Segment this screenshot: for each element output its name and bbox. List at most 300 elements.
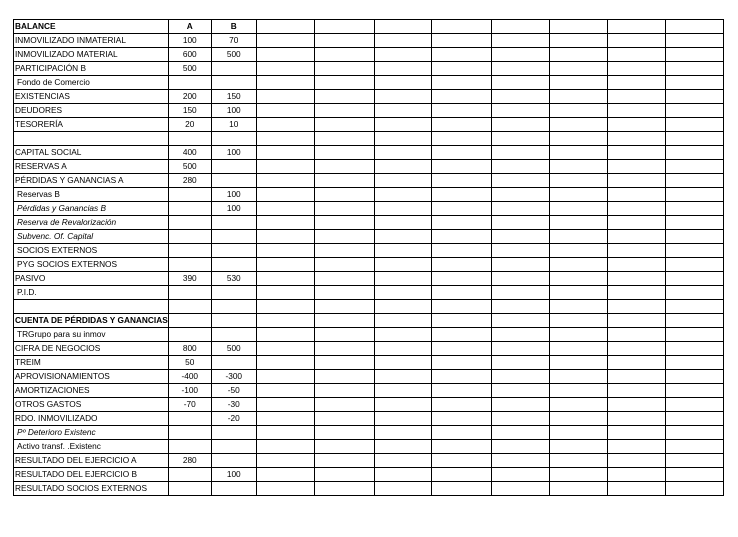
row-label-cell[interactable]: RDO. INMOVILIZADO: [14, 411, 169, 425]
row-label-cell[interactable]: SOCIOS EXTERNOS: [14, 243, 169, 257]
empty-cell[interactable]: [431, 187, 491, 201]
value-cell-b[interactable]: 100: [211, 104, 256, 118]
empty-cell[interactable]: [665, 229, 723, 243]
empty-cell[interactable]: [665, 187, 723, 201]
empty-cell[interactable]: [314, 299, 374, 313]
empty-cell[interactable]: [607, 369, 665, 383]
empty-cell[interactable]: [665, 145, 723, 159]
empty-cell[interactable]: [431, 411, 491, 425]
empty-cell[interactable]: [549, 327, 607, 341]
value-cell-b[interactable]: [211, 229, 256, 243]
empty-cell[interactable]: [431, 299, 491, 313]
empty-cell[interactable]: [607, 48, 665, 62]
empty-cell[interactable]: [665, 159, 723, 173]
empty-cell[interactable]: [374, 104, 431, 118]
empty-cell[interactable]: [549, 229, 607, 243]
empty-cell[interactable]: [491, 467, 549, 481]
empty-cell[interactable]: [665, 20, 723, 34]
empty-cell[interactable]: [549, 369, 607, 383]
empty-cell[interactable]: [491, 397, 549, 411]
empty-cell[interactable]: [549, 285, 607, 299]
empty-cell[interactable]: [431, 369, 491, 383]
value-cell-b[interactable]: 10: [211, 118, 256, 132]
empty-cell[interactable]: [314, 425, 374, 439]
row-label-cell[interactable]: PARTICIPACIÓN B: [14, 62, 169, 76]
empty-cell[interactable]: [665, 397, 723, 411]
empty-cell[interactable]: [314, 215, 374, 229]
empty-cell[interactable]: [549, 481, 607, 495]
empty-cell[interactable]: [607, 34, 665, 48]
empty-cell[interactable]: [491, 76, 549, 90]
empty-cell[interactable]: [314, 257, 374, 271]
value-cell-b[interactable]: [211, 327, 256, 341]
empty-cell[interactable]: [549, 313, 607, 327]
empty-cell[interactable]: [431, 132, 491, 146]
empty-cell[interactable]: [549, 397, 607, 411]
empty-cell[interactable]: [549, 76, 607, 90]
empty-cell[interactable]: [607, 271, 665, 285]
empty-cell[interactable]: [256, 313, 314, 327]
empty-cell[interactable]: [256, 159, 314, 173]
empty-cell[interactable]: [665, 201, 723, 215]
header-col-a[interactable]: A: [168, 20, 211, 34]
empty-cell[interactable]: [549, 34, 607, 48]
empty-cell[interactable]: [314, 132, 374, 146]
value-cell-a[interactable]: [168, 132, 211, 146]
value-cell-a[interactable]: 500: [168, 159, 211, 173]
empty-cell[interactable]: [549, 439, 607, 453]
empty-cell[interactable]: [665, 299, 723, 313]
empty-cell[interactable]: [549, 257, 607, 271]
empty-cell[interactable]: [431, 118, 491, 132]
empty-cell[interactable]: [491, 173, 549, 187]
empty-cell[interactable]: [549, 187, 607, 201]
empty-cell[interactable]: [491, 439, 549, 453]
empty-cell[interactable]: [314, 313, 374, 327]
empty-cell[interactable]: [431, 481, 491, 495]
empty-cell[interactable]: [607, 76, 665, 90]
row-label-cell[interactable]: INMOVILIZADO INMATERIAL: [14, 34, 169, 48]
value-cell-a[interactable]: 390: [168, 271, 211, 285]
empty-cell[interactable]: [431, 327, 491, 341]
empty-cell[interactable]: [314, 90, 374, 104]
row-label-cell[interactable]: [14, 132, 169, 146]
value-cell-b[interactable]: 500: [211, 341, 256, 355]
empty-cell[interactable]: [256, 341, 314, 355]
empty-cell[interactable]: [314, 285, 374, 299]
empty-cell[interactable]: [374, 76, 431, 90]
empty-cell[interactable]: [431, 453, 491, 467]
value-cell-b[interactable]: [211, 313, 256, 327]
empty-cell[interactable]: [256, 397, 314, 411]
empty-cell[interactable]: [374, 201, 431, 215]
empty-cell[interactable]: [665, 132, 723, 146]
row-label-cell[interactable]: RESERVAS A: [14, 159, 169, 173]
empty-cell[interactable]: [607, 20, 665, 34]
value-cell-b[interactable]: -300: [211, 369, 256, 383]
empty-cell[interactable]: [549, 173, 607, 187]
row-label-cell[interactable]: P.I.D.: [14, 285, 169, 299]
row-label-cell[interactable]: RESULTADO SOCIOS EXTERNOS: [14, 481, 169, 495]
empty-cell[interactable]: [256, 118, 314, 132]
value-cell-b[interactable]: 70: [211, 34, 256, 48]
row-label-cell[interactable]: TRGrupo para su inmov: [14, 327, 169, 341]
empty-cell[interactable]: [549, 104, 607, 118]
empty-cell[interactable]: [256, 104, 314, 118]
empty-cell[interactable]: [314, 62, 374, 76]
row-label-cell[interactable]: TESORERÍA: [14, 118, 169, 132]
empty-cell[interactable]: [491, 299, 549, 313]
row-label-cell[interactable]: TREIM: [14, 355, 169, 369]
empty-cell[interactable]: [374, 173, 431, 187]
empty-cell[interactable]: [491, 20, 549, 34]
empty-cell[interactable]: [374, 229, 431, 243]
row-label-cell[interactable]: Activo transf. .Existenc: [14, 439, 169, 453]
value-cell-b[interactable]: [211, 285, 256, 299]
empty-cell[interactable]: [491, 145, 549, 159]
row-label-cell[interactable]: EXISTENCIAS: [14, 90, 169, 104]
value-cell-b[interactable]: [211, 159, 256, 173]
empty-cell[interactable]: [491, 34, 549, 48]
empty-cell[interactable]: [607, 383, 665, 397]
empty-cell[interactable]: [314, 76, 374, 90]
empty-cell[interactable]: [549, 215, 607, 229]
row-label-cell[interactable]: [14, 299, 169, 313]
empty-cell[interactable]: [314, 48, 374, 62]
empty-cell[interactable]: [607, 187, 665, 201]
empty-cell[interactable]: [549, 355, 607, 369]
value-cell-b[interactable]: [211, 215, 256, 229]
value-cell-a[interactable]: 400: [168, 145, 211, 159]
value-cell-b[interactable]: 100: [211, 467, 256, 481]
row-label-cell[interactable]: Reservas B: [14, 187, 169, 201]
empty-cell[interactable]: [374, 439, 431, 453]
empty-cell[interactable]: [491, 271, 549, 285]
value-cell-a[interactable]: [168, 299, 211, 313]
empty-cell[interactable]: [549, 48, 607, 62]
value-cell-a[interactable]: [168, 411, 211, 425]
value-cell-b[interactable]: [211, 62, 256, 76]
empty-cell[interactable]: [607, 397, 665, 411]
empty-cell[interactable]: [374, 145, 431, 159]
empty-cell[interactable]: [549, 271, 607, 285]
empty-cell[interactable]: [314, 467, 374, 481]
empty-cell[interactable]: [549, 20, 607, 34]
value-cell-a[interactable]: -70: [168, 397, 211, 411]
empty-cell[interactable]: [374, 369, 431, 383]
empty-cell[interactable]: [431, 48, 491, 62]
empty-cell[interactable]: [256, 411, 314, 425]
value-cell-b[interactable]: [211, 243, 256, 257]
empty-cell[interactable]: [607, 104, 665, 118]
value-cell-b[interactable]: 530: [211, 271, 256, 285]
empty-cell[interactable]: [431, 34, 491, 48]
empty-cell[interactable]: [607, 159, 665, 173]
value-cell-b[interactable]: [211, 425, 256, 439]
empty-cell[interactable]: [665, 104, 723, 118]
empty-cell[interactable]: [607, 145, 665, 159]
value-cell-b[interactable]: -30: [211, 397, 256, 411]
empty-cell[interactable]: [665, 313, 723, 327]
empty-cell[interactable]: [431, 341, 491, 355]
empty-cell[interactable]: [665, 48, 723, 62]
value-cell-a[interactable]: [168, 467, 211, 481]
empty-cell[interactable]: [491, 187, 549, 201]
empty-cell[interactable]: [431, 90, 491, 104]
empty-cell[interactable]: [431, 397, 491, 411]
empty-cell[interactable]: [491, 48, 549, 62]
row-label-cell[interactable]: DEUDORES: [14, 104, 169, 118]
empty-cell[interactable]: [491, 243, 549, 257]
empty-cell[interactable]: [374, 397, 431, 411]
empty-cell[interactable]: [665, 411, 723, 425]
empty-cell[interactable]: [374, 299, 431, 313]
empty-cell[interactable]: [256, 425, 314, 439]
row-label-cell[interactable]: CUENTA DE PÉRDIDAS Y GANANCIAS: [14, 313, 169, 327]
empty-cell[interactable]: [374, 411, 431, 425]
value-cell-b[interactable]: [211, 76, 256, 90]
empty-cell[interactable]: [431, 173, 491, 187]
empty-cell[interactable]: [374, 48, 431, 62]
empty-cell[interactable]: [607, 118, 665, 132]
empty-cell[interactable]: [314, 383, 374, 397]
empty-cell[interactable]: [607, 90, 665, 104]
empty-cell[interactable]: [256, 173, 314, 187]
empty-cell[interactable]: [431, 215, 491, 229]
empty-cell[interactable]: [374, 341, 431, 355]
empty-cell[interactable]: [374, 159, 431, 173]
empty-cell[interactable]: [607, 132, 665, 146]
empty-cell[interactable]: [665, 34, 723, 48]
empty-cell[interactable]: [665, 118, 723, 132]
empty-cell[interactable]: [607, 243, 665, 257]
empty-cell[interactable]: [665, 257, 723, 271]
empty-cell[interactable]: [665, 467, 723, 481]
empty-cell[interactable]: [314, 20, 374, 34]
empty-cell[interactable]: [491, 104, 549, 118]
empty-cell[interactable]: [549, 341, 607, 355]
empty-cell[interactable]: [374, 383, 431, 397]
empty-cell[interactable]: [549, 425, 607, 439]
value-cell-a[interactable]: [168, 229, 211, 243]
empty-cell[interactable]: [607, 327, 665, 341]
empty-cell[interactable]: [431, 439, 491, 453]
value-cell-b[interactable]: [211, 257, 256, 271]
empty-cell[interactable]: [314, 187, 374, 201]
empty-cell[interactable]: [314, 201, 374, 215]
value-cell-a[interactable]: 100: [168, 34, 211, 48]
empty-cell[interactable]: [491, 453, 549, 467]
empty-cell[interactable]: [256, 369, 314, 383]
empty-cell[interactable]: [665, 425, 723, 439]
row-label-cell[interactable]: INMOVILIZADO MATERIAL: [14, 48, 169, 62]
empty-cell[interactable]: [256, 271, 314, 285]
value-cell-a[interactable]: [168, 481, 211, 495]
empty-cell[interactable]: [256, 383, 314, 397]
empty-cell[interactable]: [491, 62, 549, 76]
empty-cell[interactable]: [549, 90, 607, 104]
empty-cell[interactable]: [256, 467, 314, 481]
row-label-cell[interactable]: CIFRA DE NEGOCIOS: [14, 341, 169, 355]
empty-cell[interactable]: [665, 76, 723, 90]
empty-cell[interactable]: [665, 285, 723, 299]
empty-cell[interactable]: [314, 341, 374, 355]
empty-cell[interactable]: [256, 132, 314, 146]
empty-cell[interactable]: [491, 425, 549, 439]
empty-cell[interactable]: [256, 285, 314, 299]
empty-cell[interactable]: [256, 145, 314, 159]
value-cell-a[interactable]: -400: [168, 369, 211, 383]
empty-cell[interactable]: [431, 201, 491, 215]
header-col-b[interactable]: B: [211, 20, 256, 34]
value-cell-a[interactable]: 600: [168, 48, 211, 62]
empty-cell[interactable]: [607, 355, 665, 369]
value-cell-a[interactable]: 150: [168, 104, 211, 118]
empty-cell[interactable]: [374, 215, 431, 229]
empty-cell[interactable]: [607, 341, 665, 355]
empty-cell[interactable]: [374, 243, 431, 257]
empty-cell[interactable]: [607, 173, 665, 187]
empty-cell[interactable]: [374, 327, 431, 341]
empty-cell[interactable]: [607, 425, 665, 439]
empty-cell[interactable]: [491, 159, 549, 173]
empty-cell[interactable]: [491, 285, 549, 299]
empty-cell[interactable]: [665, 271, 723, 285]
empty-cell[interactable]: [314, 439, 374, 453]
empty-cell[interactable]: [607, 257, 665, 271]
empty-cell[interactable]: [314, 145, 374, 159]
empty-cell[interactable]: [314, 355, 374, 369]
empty-cell[interactable]: [549, 467, 607, 481]
value-cell-b[interactable]: [211, 299, 256, 313]
empty-cell[interactable]: [665, 369, 723, 383]
value-cell-b[interactable]: [211, 453, 256, 467]
row-label-cell[interactable]: PYG SOCIOS EXTERNOS: [14, 257, 169, 271]
empty-cell[interactable]: [374, 453, 431, 467]
empty-cell[interactable]: [256, 481, 314, 495]
empty-cell[interactable]: [607, 313, 665, 327]
empty-cell[interactable]: [431, 62, 491, 76]
empty-cell[interactable]: [491, 369, 549, 383]
value-cell-a[interactable]: [168, 439, 211, 453]
value-cell-a[interactable]: 50: [168, 355, 211, 369]
empty-cell[interactable]: [607, 299, 665, 313]
empty-cell[interactable]: [374, 90, 431, 104]
empty-cell[interactable]: [374, 271, 431, 285]
empty-cell[interactable]: [314, 397, 374, 411]
empty-cell[interactable]: [374, 62, 431, 76]
value-cell-a[interactable]: 500: [168, 62, 211, 76]
value-cell-b[interactable]: [211, 355, 256, 369]
value-cell-a[interactable]: [168, 76, 211, 90]
empty-cell[interactable]: [314, 118, 374, 132]
empty-cell[interactable]: [607, 285, 665, 299]
empty-cell[interactable]: [607, 201, 665, 215]
value-cell-a[interactable]: [168, 313, 211, 327]
empty-cell[interactable]: [256, 215, 314, 229]
value-cell-b[interactable]: -20: [211, 411, 256, 425]
empty-cell[interactable]: [314, 271, 374, 285]
empty-cell[interactable]: [549, 243, 607, 257]
empty-cell[interactable]: [256, 327, 314, 341]
empty-cell[interactable]: [314, 229, 374, 243]
empty-cell[interactable]: [491, 411, 549, 425]
empty-cell[interactable]: [665, 327, 723, 341]
empty-cell[interactable]: [665, 62, 723, 76]
empty-cell[interactable]: [665, 215, 723, 229]
empty-cell[interactable]: [256, 243, 314, 257]
empty-cell[interactable]: [431, 383, 491, 397]
empty-cell[interactable]: [374, 118, 431, 132]
row-label-cell[interactable]: Fondo de Comercio: [14, 76, 169, 90]
empty-cell[interactable]: [374, 481, 431, 495]
empty-cell[interactable]: [431, 285, 491, 299]
empty-cell[interactable]: [665, 90, 723, 104]
empty-cell[interactable]: [549, 299, 607, 313]
empty-cell[interactable]: [256, 229, 314, 243]
empty-cell[interactable]: [607, 62, 665, 76]
empty-cell[interactable]: [374, 425, 431, 439]
empty-cell[interactable]: [431, 271, 491, 285]
empty-cell[interactable]: [491, 201, 549, 215]
value-cell-a[interactable]: [168, 243, 211, 257]
row-label-cell[interactable]: CAPITAL SOCIAL: [14, 145, 169, 159]
empty-cell[interactable]: [665, 173, 723, 187]
row-label-cell[interactable]: AMORTIZACIONES: [14, 383, 169, 397]
row-label-cell[interactable]: Pérdidas y Ganancias B: [14, 201, 169, 215]
row-label-cell[interactable]: Subvenc. Of. Capital: [14, 229, 169, 243]
value-cell-a[interactable]: 20: [168, 118, 211, 132]
empty-cell[interactable]: [431, 257, 491, 271]
empty-cell[interactable]: [607, 453, 665, 467]
empty-cell[interactable]: [256, 201, 314, 215]
value-cell-b[interactable]: 500: [211, 48, 256, 62]
value-cell-a[interactable]: [168, 201, 211, 215]
empty-cell[interactable]: [256, 299, 314, 313]
empty-cell[interactable]: [374, 355, 431, 369]
value-cell-a[interactable]: -100: [168, 383, 211, 397]
empty-cell[interactable]: [665, 355, 723, 369]
empty-cell[interactable]: [549, 118, 607, 132]
empty-cell[interactable]: [431, 229, 491, 243]
row-label-cell[interactable]: APROVISIONAMIENTOS: [14, 369, 169, 383]
empty-cell[interactable]: [665, 383, 723, 397]
value-cell-a[interactable]: [168, 187, 211, 201]
empty-cell[interactable]: [549, 383, 607, 397]
empty-cell[interactable]: [491, 327, 549, 341]
empty-cell[interactable]: [665, 481, 723, 495]
empty-cell[interactable]: [491, 118, 549, 132]
value-cell-b[interactable]: [211, 132, 256, 146]
empty-cell[interactable]: [431, 145, 491, 159]
empty-cell[interactable]: [314, 159, 374, 173]
empty-cell[interactable]: [314, 453, 374, 467]
value-cell-a[interactable]: 800: [168, 341, 211, 355]
value-cell-a[interactable]: 200: [168, 90, 211, 104]
empty-cell[interactable]: [374, 187, 431, 201]
row-label-cell[interactable]: Pº Deterioro Existenc: [14, 425, 169, 439]
empty-cell[interactable]: [256, 355, 314, 369]
header-label[interactable]: BALANCE: [14, 20, 169, 34]
empty-cell[interactable]: [549, 145, 607, 159]
empty-cell[interactable]: [607, 439, 665, 453]
empty-cell[interactable]: [431, 76, 491, 90]
empty-cell[interactable]: [374, 313, 431, 327]
empty-cell[interactable]: [607, 481, 665, 495]
empty-cell[interactable]: [491, 355, 549, 369]
empty-cell[interactable]: [374, 20, 431, 34]
value-cell-a[interactable]: [168, 215, 211, 229]
